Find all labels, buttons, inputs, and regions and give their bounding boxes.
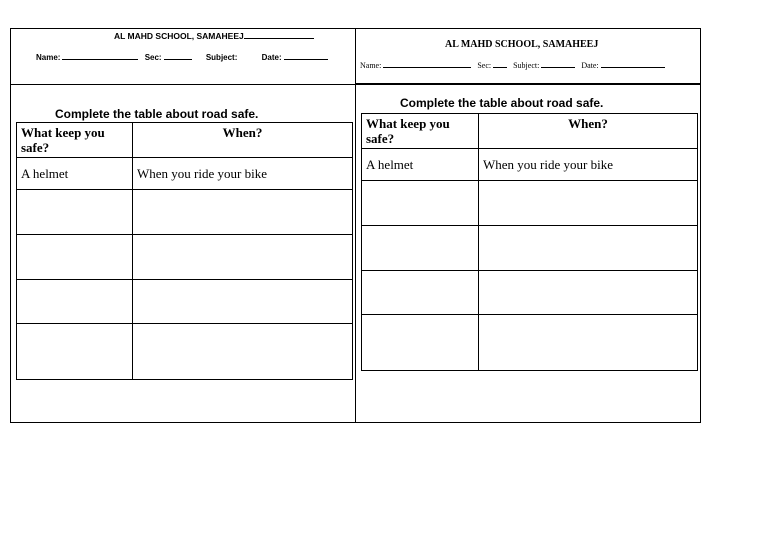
subject-blank[interactable] [541, 59, 575, 68]
answer-cell[interactable] [133, 324, 353, 380]
table-row [362, 315, 698, 371]
name-blank[interactable] [62, 51, 138, 60]
table-row [17, 324, 353, 380]
instruction-left: Complete the table about road safe. [55, 107, 259, 121]
answer-cell[interactable] [133, 190, 353, 235]
answer-cell[interactable] [17, 280, 133, 324]
sec-label: Sec: [477, 61, 492, 70]
table-row [17, 158, 353, 190]
date-blank[interactable] [284, 51, 328, 60]
table-header-row [362, 114, 698, 149]
school-name-left: AL MAHD SCHOOL, SAMAHEEJ [114, 30, 314, 41]
answer-cell[interactable] [479, 271, 698, 315]
table-row [362, 271, 698, 315]
table-row [362, 149, 698, 181]
answer-cell[interactable] [133, 235, 353, 280]
answer-cell[interactable] [17, 190, 133, 235]
name-blank[interactable] [383, 59, 471, 68]
date-label: Date: [581, 61, 599, 70]
answer-cell[interactable] [362, 315, 479, 371]
date-label: Date: [261, 53, 282, 62]
subject-label: Subject: [513, 61, 540, 70]
table-cell: A helmet [17, 158, 133, 190]
table-row [362, 226, 698, 271]
table-cell: When you ride your bike [479, 149, 698, 181]
header-when: When? [133, 123, 353, 158]
answer-cell[interactable] [362, 226, 479, 271]
answer-cell[interactable] [479, 315, 698, 371]
answer-cell[interactable] [17, 324, 133, 380]
date-blank[interactable] [601, 59, 665, 68]
table-row [17, 280, 353, 324]
student-fields-left [36, 51, 332, 62]
table-header-row [17, 123, 353, 158]
road-safety-table-right [361, 113, 698, 371]
sec-blank[interactable] [164, 51, 192, 60]
answer-cell[interactable] [133, 280, 353, 324]
school-name-right: AL MAHD SCHOOL, SAMAHEEJ [445, 39, 599, 50]
header-what-keeps-safe: What keep you safe? [362, 114, 479, 149]
table-row [17, 190, 353, 235]
answer-cell[interactable] [362, 181, 479, 226]
subject-label: Subject: [205, 53, 238, 62]
header-separator-left [10, 84, 356, 85]
name-label: Name: [36, 53, 61, 62]
name-label: Name: [360, 61, 382, 70]
header-what-keeps-safe: What keep you safe? [17, 123, 133, 158]
answer-cell[interactable] [17, 235, 133, 280]
table-cell: When you ride your bike [133, 158, 353, 190]
sec-label: Sec: [144, 53, 162, 62]
road-safety-table-left [16, 122, 353, 380]
student-fields-right [360, 59, 669, 70]
answer-cell[interactable] [479, 226, 698, 271]
sheet-divider [355, 28, 356, 423]
instruction-right: Complete the table about road safe. [400, 96, 604, 110]
sec-blank[interactable] [493, 59, 507, 68]
table-row [362, 181, 698, 226]
answer-cell[interactable] [362, 271, 479, 315]
header-when: When? [479, 114, 698, 149]
table-row [17, 235, 353, 280]
header-separator-right [356, 83, 701, 85]
answer-cell[interactable] [479, 181, 698, 226]
table-cell: A helmet [362, 149, 479, 181]
